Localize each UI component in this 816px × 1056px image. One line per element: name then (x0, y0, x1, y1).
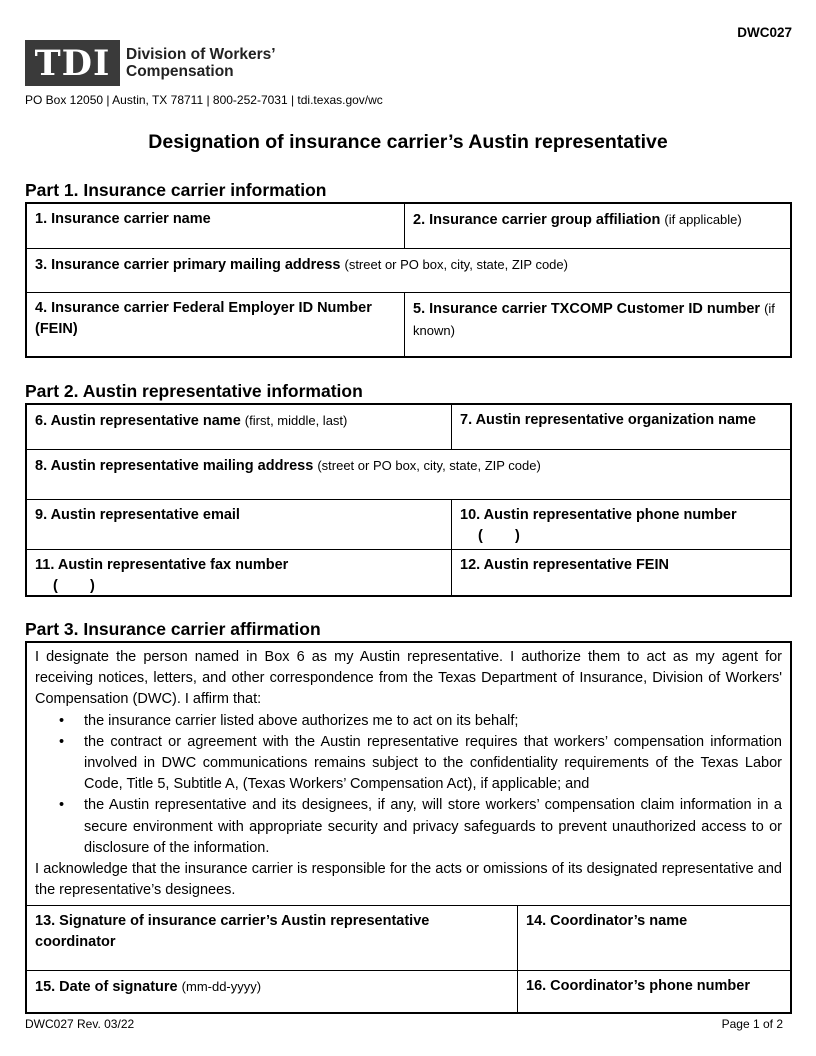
field-rep-mailing-address[interactable] (27, 450, 790, 499)
field-3-label: 3. Insurance carrier primary mailing address (35, 257, 341, 273)
part3-table (25, 641, 792, 1014)
part1-row-1 (27, 204, 790, 248)
part2-row-3 (27, 499, 790, 549)
field-rep-phone[interactable] (451, 500, 790, 549)
field-coordinator-signature[interactable] (27, 906, 517, 970)
field-3-hint: (street or PO box, city, state, ZIP code) (344, 257, 568, 272)
field-rep-name[interactable] (27, 405, 451, 449)
field-coordinator-phone[interactable] (517, 971, 790, 1012)
part1-row-2 (27, 248, 790, 292)
field-8-label: 8. Austin representative mailing address (35, 458, 314, 474)
tdi-logo (25, 40, 276, 86)
field-12-label: 12. Austin representative FEIN (460, 557, 669, 573)
part3-row-1 (27, 905, 790, 970)
field-15-label: 15. Date of signature (35, 979, 178, 996)
affirmation-text (27, 643, 790, 905)
affirmation-item: • the insurance carrier listed above authorizes me to act on its behalf; (59, 711, 782, 732)
field-15-hint: (mm-dd-yyyy) (181, 979, 262, 995)
tdi-logo-mark: TDI (25, 40, 120, 86)
field-11-label: 11. Austin representative fax number (35, 557, 289, 573)
part2-row-1 (27, 405, 790, 449)
logo-line-2: Compensation (126, 63, 234, 80)
field-14-label: 14. Coordinator’s name (526, 913, 688, 930)
part3-title: Part 3. Insurance carrier affirmation (25, 619, 321, 639)
form-revision: DWC027 Rev. 03/22 (25, 1017, 135, 1031)
affirmation-list (59, 711, 782, 859)
field-2-hint: (if applicable) (664, 212, 742, 227)
affirmation-closing: I acknowledge that the insurance carrier is responsible for the acts or omissions of its designated representative and the representative’s designees. (35, 861, 782, 899)
page-number: Page 1 of 2 (721, 1017, 783, 1031)
field-carrier-fein[interactable] (27, 293, 404, 356)
part1-title: Part 1. Insurance carrier information (25, 180, 327, 200)
field-16-label: 16. Coordinator’s phone number (526, 978, 750, 995)
part1-row-3 (27, 292, 790, 356)
phone-area-code: ( ) (478, 528, 520, 544)
field-5-hint: (if known) (413, 301, 775, 338)
part1-table (25, 202, 792, 358)
field-5-label: 5. Insurance carrier TXCOMP Customer ID number (413, 301, 761, 317)
affirmation-item: • the contract or agreement with the Austin representative requires that workers’ compensation information involved in DWC communications remains subject to the confidentiality requirements of the Texas Labor Code, Title 5, Subtitle A, (Texas Workers’ Compensation Act), if applicable; and (59, 732, 782, 796)
field-carrier-txcomp-id[interactable] (404, 293, 790, 356)
field-7-label: 7. Austin representative organization name (460, 412, 756, 428)
field-6-hint: (first, middle, last) (244, 413, 348, 428)
field-1-label: 1. Insurance carrier name (35, 211, 211, 227)
logo-line-1: Division of Workers’ (126, 46, 276, 63)
field-rep-fax[interactable] (27, 550, 451, 595)
field-carrier-name[interactable] (27, 204, 404, 248)
field-4-label: 4. Insurance carrier Federal Employer ID Number (FEIN) (35, 300, 372, 337)
field-8-hint: (street or PO box, city, state, ZIP code) (317, 458, 541, 473)
field-carrier-mailing-address[interactable] (27, 249, 790, 292)
fax-area-code: ( ) (53, 578, 95, 594)
field-signature-date[interactable] (27, 971, 517, 1012)
field-6-label: 6. Austin representative name (35, 413, 241, 429)
field-coordinator-name[interactable] (517, 906, 790, 970)
field-13-label: 13. Signature of insurance carrier’s Austin representative coordinator (35, 913, 430, 951)
part2-table (25, 403, 792, 597)
field-10-label: 10. Austin representative phone number (460, 507, 737, 523)
field-2-label: 2. Insurance carrier group affiliation (413, 212, 661, 228)
agency-address: PO Box 12050 | Austin, TX 78711 | 800-252-7031 | tdi.texas.gov/wc (25, 93, 383, 107)
affirmation-item: • the Austin representative and its designees, if any, will store workers’ compensation claim information in a secure environment with appropriate security and privacy safeguards to prevent unauthorized access to or disclosure of the information. (59, 795, 782, 859)
page-title: Designation of insurance carrier’s Austin representative (148, 131, 668, 153)
part2-row-4 (27, 549, 790, 595)
field-9-label: 9. Austin representative email (35, 507, 240, 523)
field-rep-email[interactable] (27, 500, 451, 549)
field-rep-fein[interactable] (451, 550, 790, 595)
logo-division-name (126, 46, 276, 80)
field-carrier-group-affiliation[interactable] (404, 204, 790, 248)
form-code: DWC027 (737, 25, 792, 40)
field-rep-organization[interactable] (451, 405, 790, 449)
part2-row-2 (27, 449, 790, 499)
affirmation-intro: I designate the person named in Box 6 as my Austin representative. I authorize them to act as my agent for receiving notices, letters, and other correspondence from the Texas Department of Insurance, Division of Workers' Compensation (DWC). I affirm that: (35, 649, 782, 708)
part3-row-2 (27, 970, 790, 1012)
part2-title: Part 2. Austin representative information (25, 381, 363, 401)
